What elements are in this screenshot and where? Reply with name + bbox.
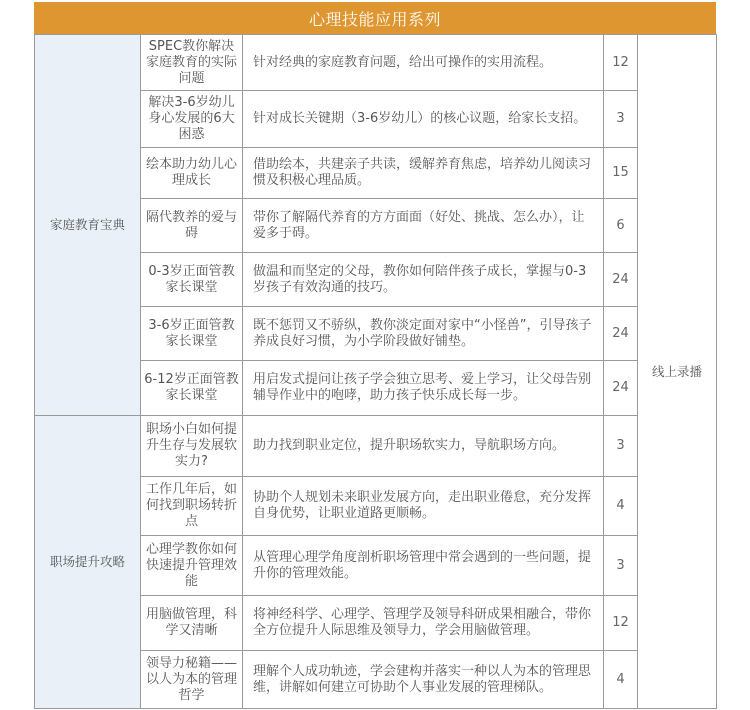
course-table — [34, 34, 717, 709]
table-header — [34, 2, 716, 34]
lesson-count: 12 — [604, 35, 638, 91]
course-desc: 将神经科学、心理学、管理学及领导科研成果相融合，带你全方位提升人际思维及领导力，学会用脑做管理。 — [243, 596, 604, 651]
course-title: 绘本助力幼儿心理成长 — [141, 148, 243, 199]
lesson-count: 3 — [604, 416, 638, 477]
course-title: 职场小白如何提升生存与发展软实力? — [141, 416, 243, 477]
lesson-count: 6 — [604, 199, 638, 253]
course-title: 0-3岁正面管教家长课堂 — [141, 253, 243, 307]
lesson-count: 24 — [604, 361, 638, 416]
course-title: 用脑做管理，科学又清晰 — [141, 596, 243, 651]
course-table-container — [34, 2, 716, 709]
lesson-count: 3 — [604, 536, 638, 596]
delivery-mode: 线上录播 — [638, 35, 717, 709]
category-family-education: 家庭教育宝典 — [35, 35, 141, 416]
lesson-count: 4 — [604, 651, 638, 709]
lesson-count: 12 — [604, 596, 638, 651]
course-desc: 从管理心理学角度剖析职场管理中常会遇到的一些问题，提升你的管理效能。 — [243, 536, 604, 596]
course-desc: 针对成长关键期（3-6岁幼儿）的核心议题，给家长支招。 — [243, 91, 604, 148]
course-desc: 做温和而坚定的父母，教你如何陪伴孩子成长，掌握与0-3岁孩子有效沟通的技巧。 — [243, 253, 604, 307]
lesson-count: 3 — [604, 91, 638, 148]
course-title: SPEC教你解决家庭教育的实际问题 — [141, 35, 243, 91]
course-title: 领导力秘籍——以人为本的管理哲学 — [141, 651, 243, 709]
lesson-count: 24 — [604, 253, 638, 307]
course-desc: 针对经典的家庭教育问题，给出可操作的实用流程。 — [243, 35, 604, 91]
course-desc: 既不惩罚又不骄纵，教你淡定面对家中“小怪兽”，引导孩子养成良好习惯，为小学阶段做好铺垫。 — [243, 307, 604, 361]
course-title: 6-12岁正面管教家长课堂 — [141, 361, 243, 416]
table-title: 心理技能应用系列 — [308, 9, 441, 29]
course-desc: 协助个人规划未来职业发展方向，走出职业倦怠，充分发挥自身优势，让职业道路更顺畅。 — [243, 477, 604, 536]
course-desc: 借助绘本，共建亲子共读，缓解养育焦虑，培养幼儿阅读习惯及积极心理品质。 — [243, 148, 604, 199]
course-title: 工作几年后，如何找到职场转折点 — [141, 477, 243, 536]
course-title: 3-6岁正面管教家长课堂 — [141, 307, 243, 361]
table-row — [35, 416, 717, 477]
lesson-count: 15 — [604, 148, 638, 199]
course-desc: 助力找到职业定位，提升职场软实力，导航职场方向。 — [243, 416, 604, 477]
category-career-advancement: 职场提升攻略 — [35, 416, 141, 709]
course-title: 隔代教养的爱与碍 — [141, 199, 243, 253]
lesson-count: 24 — [604, 307, 638, 361]
course-desc: 理解个人成功轨迹，学会建构并落实一种以人为本的管理思维，讲解如何建立可协助个人事业发展的管理梯队。 — [243, 651, 604, 709]
course-desc: 带你了解隔代养育的方方面面（好处、挑战、怎么办），让爱多于碍。 — [243, 199, 604, 253]
lesson-count: 4 — [604, 477, 638, 536]
course-title: 解决3-6岁幼儿身心发展的6大困惑 — [141, 91, 243, 148]
course-title: 心理学教你如何快速提升管理效能 — [141, 536, 243, 596]
course-desc: 用启发式提问让孩子学会独立思考、爱上学习，让父母告别辅导作业中的咆哮，助力孩子快乐成长每一步。 — [243, 361, 604, 416]
table-row — [35, 35, 717, 91]
